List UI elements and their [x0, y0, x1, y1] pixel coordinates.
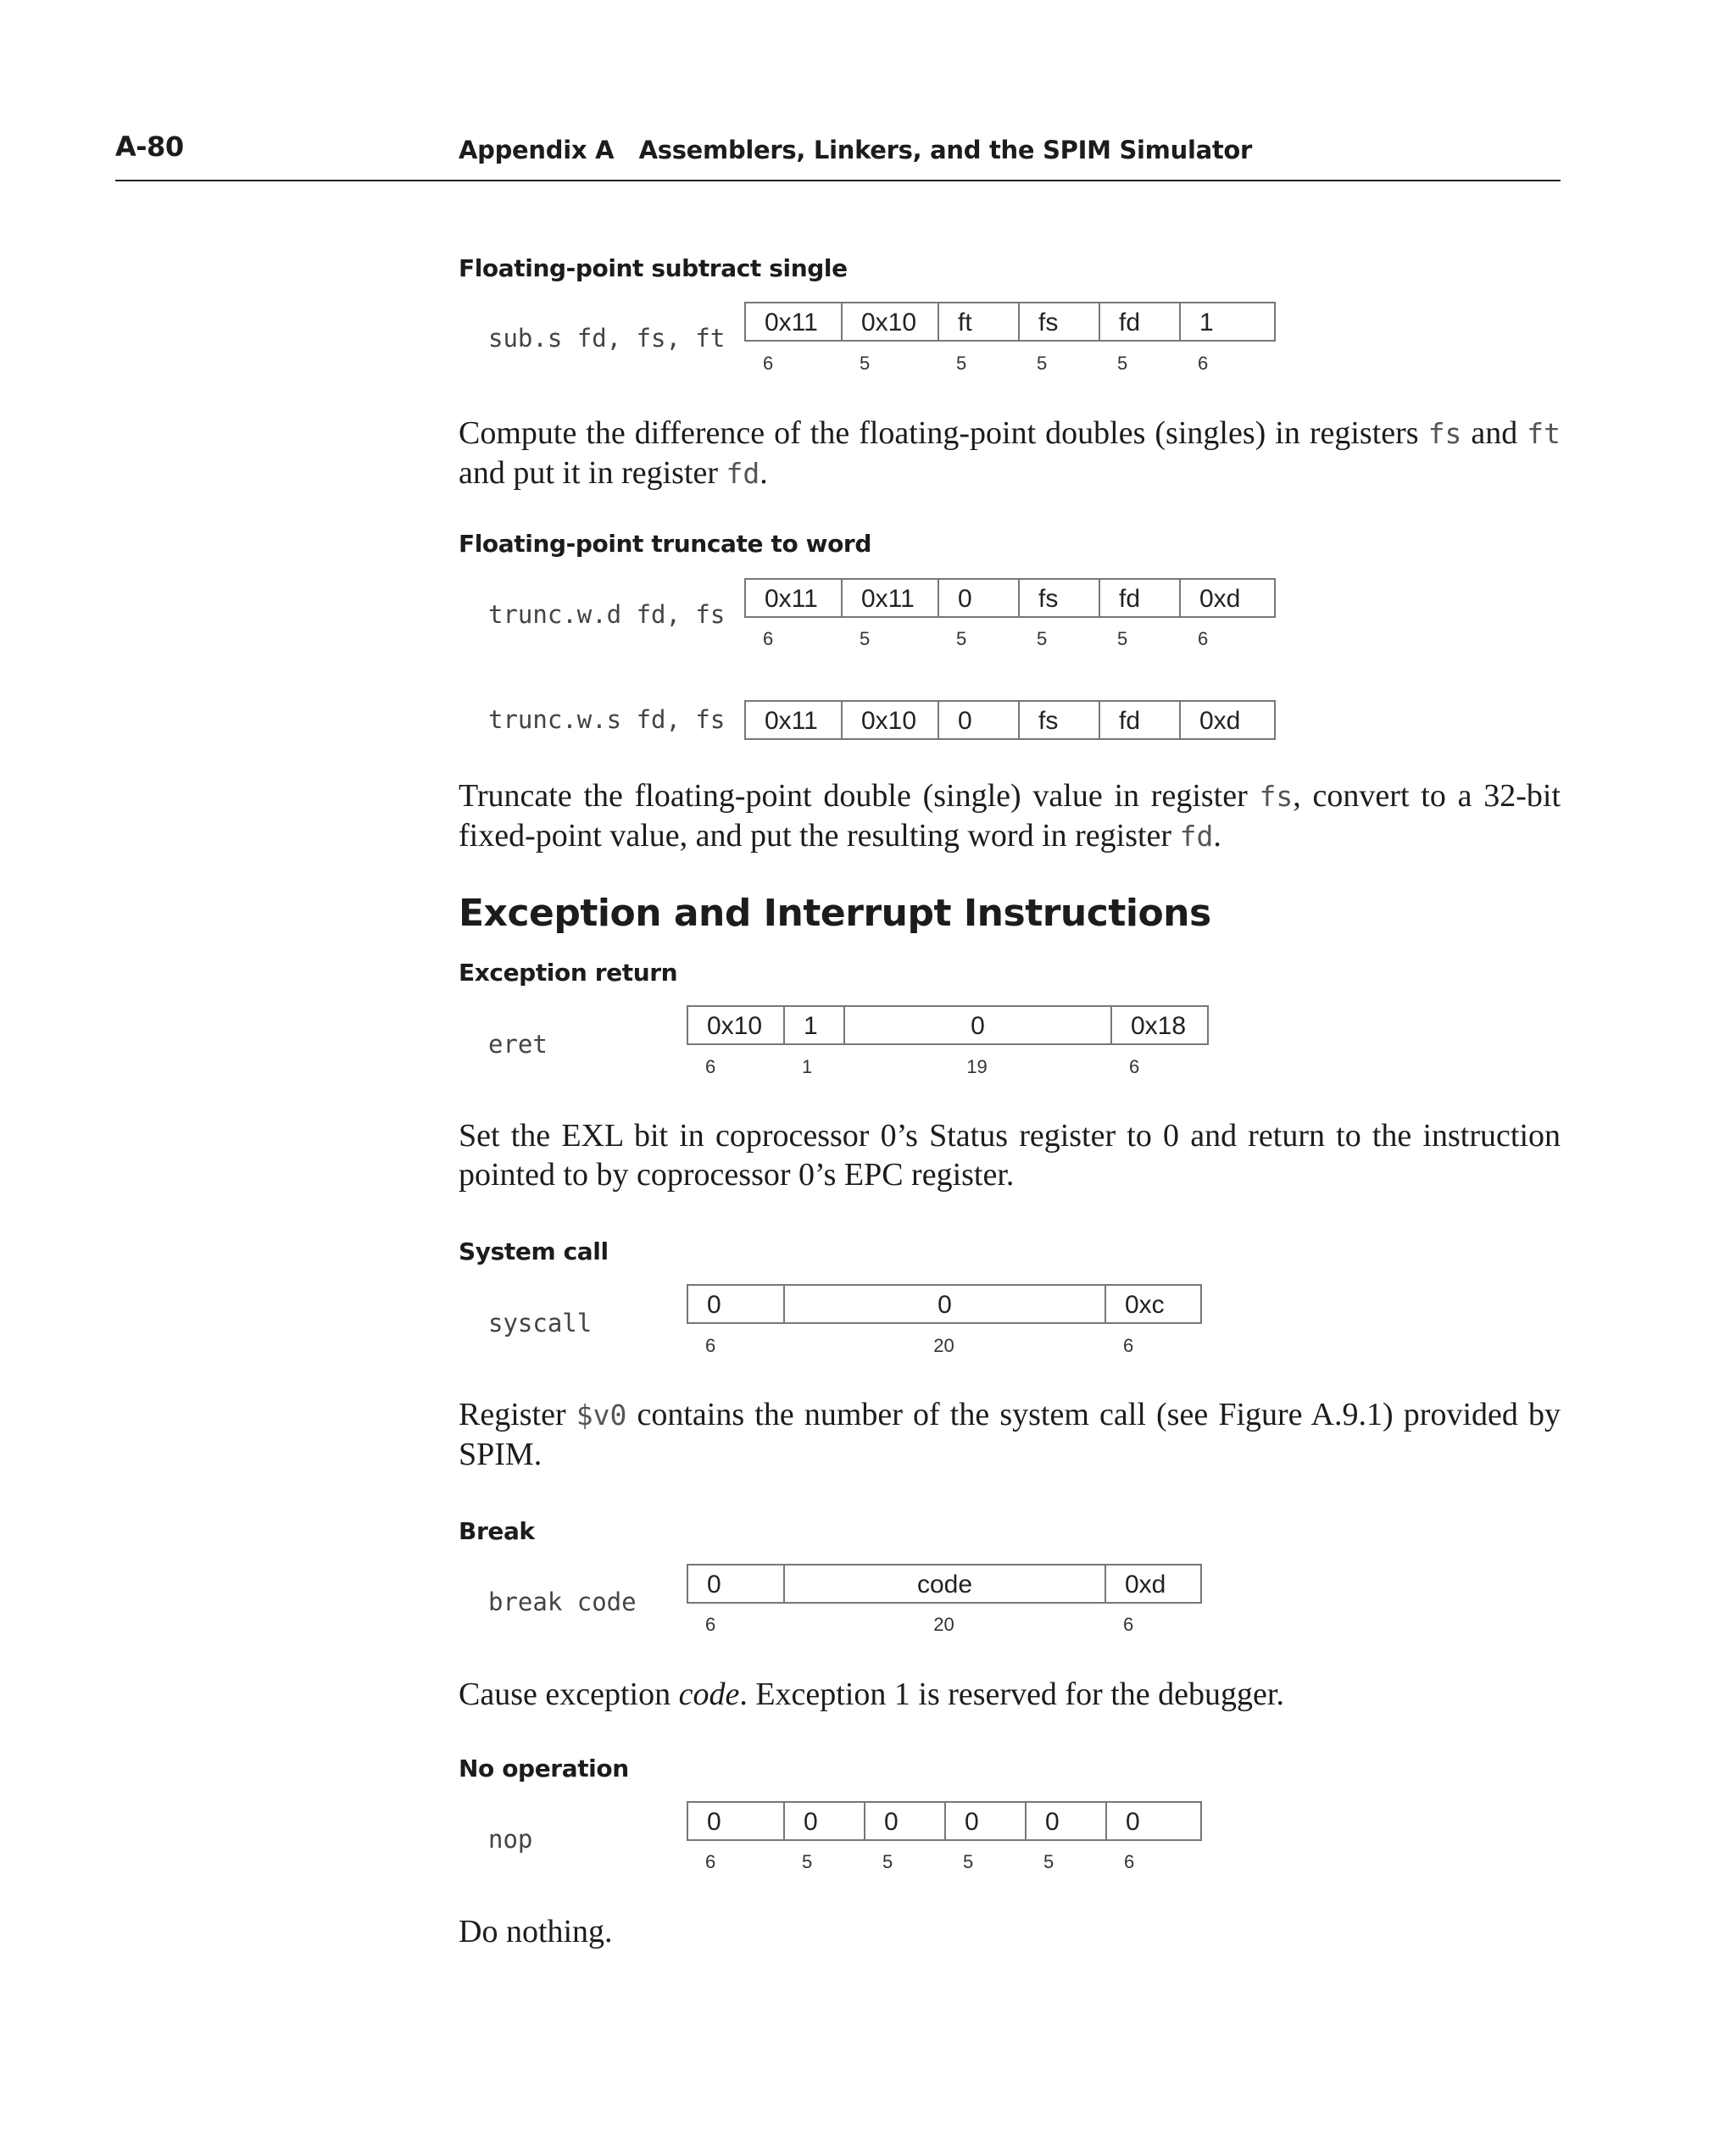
desc-code: $v0 — [576, 1399, 627, 1432]
eret-bit-widths — [687, 1056, 1209, 1078]
bit-width: 6 — [705, 1614, 716, 1635]
eret-encoding — [687, 1005, 1209, 1045]
bit-width: 6 — [1198, 628, 1209, 649]
desc-text: Register — [459, 1397, 576, 1432]
bit-width: 6 — [1123, 1614, 1134, 1635]
eret-syntax: eret — [488, 1030, 548, 1059]
break-heading: Break — [459, 1517, 535, 1545]
bit-width: 6 — [763, 628, 774, 649]
desc-text: Compute the difference of the floating-point doubles (singles) in registers — [459, 415, 1428, 451]
nop-bit-widths — [687, 1851, 1202, 1873]
encoding-field: 0x11 — [746, 580, 843, 616]
desc-text: Cause exception — [459, 1677, 679, 1712]
bit-width: 20 — [933, 1335, 954, 1356]
encoding-field: 0 — [946, 1803, 1027, 1839]
bit-width: 19 — [966, 1056, 988, 1077]
sub-s-bit-widths — [744, 353, 1276, 375]
desc-emphasis: code — [678, 1677, 740, 1712]
encoding-field: 0xd — [1125, 1571, 1166, 1599]
encoding-field: 1 — [1199, 309, 1214, 336]
break-description — [459, 1675, 1561, 1714]
syscall-description — [459, 1395, 1561, 1474]
encoding-field: fd — [1100, 702, 1181, 738]
desc-text: contains the number of the system call (see Figure A.9.1) provided by SPIM. — [459, 1397, 1561, 1472]
bit-width: 5 — [1037, 353, 1048, 374]
bit-width: 6 — [1123, 1335, 1134, 1356]
desc-code: fd — [1179, 820, 1214, 853]
syscall-encoding — [687, 1284, 1202, 1324]
encoding-field: 0 — [865, 1803, 946, 1839]
sub-s-heading: Floating-point subtract single — [459, 254, 848, 282]
header-rule — [115, 180, 1561, 181]
encoding-field: 0x10 — [843, 702, 939, 738]
sub-s-description — [459, 414, 1561, 493]
bit-width: 6 — [1198, 353, 1209, 374]
encoding-field: 0xc — [1125, 1291, 1165, 1319]
trunc-description — [459, 776, 1561, 856]
bit-width: 6 — [705, 1335, 716, 1356]
bit-width: 6 — [705, 1851, 716, 1872]
eret-heading: Exception return — [459, 959, 678, 987]
encoding-field: 0x18 — [1131, 1012, 1187, 1040]
bit-width: 5 — [802, 1851, 813, 1872]
trunc-w-d-encoding — [744, 578, 1276, 618]
encoding-field: 1 — [785, 1007, 845, 1043]
bit-width: 5 — [1037, 628, 1048, 649]
trunc-w-d-bit-widths — [744, 628, 1276, 650]
encoding-field: ft — [939, 303, 1020, 340]
encoding-field: 0 — [688, 1565, 785, 1602]
encoding-field: 0 — [785, 1803, 865, 1839]
desc-text: and — [1461, 415, 1527, 451]
bit-width: 5 — [1117, 353, 1128, 374]
bit-width: 6 — [1129, 1056, 1140, 1077]
encoding-field: 0 — [939, 702, 1020, 738]
syscall-bit-widths — [687, 1335, 1202, 1357]
section-heading: Exception and Interrupt Instructions — [459, 892, 1211, 935]
desc-text: Truncate the floating-point double (single) value in register — [459, 778, 1260, 814]
encoding-field: 0x11 — [746, 303, 843, 340]
bit-width: 5 — [860, 353, 871, 374]
break-encoding — [687, 1564, 1202, 1604]
desc-code: fs — [1427, 417, 1462, 450]
encoding-field: 0 — [1027, 1803, 1107, 1839]
bit-width: 5 — [860, 628, 871, 649]
trunc-w-s-syntax: trunc.w.s fd, fs — [488, 705, 726, 734]
encoding-field: fs — [1020, 303, 1100, 340]
encoding-field: 0 — [785, 1286, 1106, 1322]
nop-heading: No operation — [459, 1755, 629, 1782]
trunc-w-d-syntax: trunc.w.d fd, fs — [488, 600, 726, 629]
encoding-field: 0x11 — [746, 702, 843, 738]
encoding-field: fd — [1100, 580, 1181, 616]
encoding-field: 0x10 — [688, 1007, 785, 1043]
bit-width: 5 — [956, 353, 967, 374]
eret-description: Set the EXL bit in coprocessor 0’s Status register to 0 and return to the instruction pointed to by coprocessor 0’s EPC register. — [459, 1118, 1561, 1193]
running-header-title: Appendix A Assemblers, Linkers, and the SPIM Simulator — [459, 136, 1253, 164]
desc-text: . Exception 1 is reserved for the debugger. — [739, 1677, 1284, 1712]
encoding-field: 0x11 — [843, 580, 939, 616]
bit-width: 6 — [1124, 1851, 1135, 1872]
encoding-field: fs — [1020, 702, 1100, 738]
sub-s-syntax: sub.s fd, fs, ft — [488, 324, 726, 353]
break-bit-widths — [687, 1614, 1202, 1636]
encoding-field: fs — [1020, 580, 1100, 616]
bit-width: 20 — [933, 1614, 954, 1635]
trunc-w-s-encoding — [744, 700, 1276, 740]
bit-width: 1 — [802, 1056, 813, 1077]
encoding-field: 0 — [845, 1007, 1112, 1043]
syscall-heading: System call — [459, 1237, 609, 1265]
encoding-field: 0 — [1126, 1808, 1140, 1836]
encoding-field: 0xd — [1199, 707, 1241, 735]
desc-text: and put it in register — [459, 455, 726, 491]
encoding-field: 0xd — [1199, 585, 1241, 613]
desc-code: fs — [1259, 780, 1294, 813]
nop-encoding — [687, 1801, 1202, 1841]
bit-width: 5 — [882, 1851, 893, 1872]
bit-width: 6 — [763, 353, 774, 374]
sub-s-encoding — [744, 302, 1276, 342]
desc-code: fd — [726, 457, 760, 490]
encoding-field: fd — [1100, 303, 1181, 340]
encoding-field: 0 — [688, 1286, 785, 1322]
bit-width: 5 — [1043, 1851, 1054, 1872]
page-number: A-80 — [115, 131, 184, 163]
desc-text: , convert to a 32-bit fixed-point value, and put the resulting word in register — [459, 778, 1561, 854]
syscall-syntax: syscall — [488, 1309, 593, 1337]
encoding-field: code — [785, 1565, 1106, 1602]
desc-code: ft — [1527, 417, 1561, 450]
encoding-field: 0x10 — [843, 303, 939, 340]
break-syntax: break code — [488, 1588, 637, 1616]
desc-text: . — [1213, 818, 1221, 854]
desc-text: . — [760, 455, 768, 491]
bit-width: 5 — [956, 628, 967, 649]
nop-description: Do nothing. — [459, 1914, 613, 1949]
trunc-heading: Floating-point truncate to word — [459, 530, 871, 558]
encoding-field: 0 — [688, 1803, 785, 1839]
bit-width: 5 — [1117, 628, 1128, 649]
bit-width: 5 — [963, 1851, 974, 1872]
encoding-field: 0 — [939, 580, 1020, 616]
bit-width: 6 — [705, 1056, 716, 1077]
nop-syntax: nop — [488, 1825, 533, 1854]
